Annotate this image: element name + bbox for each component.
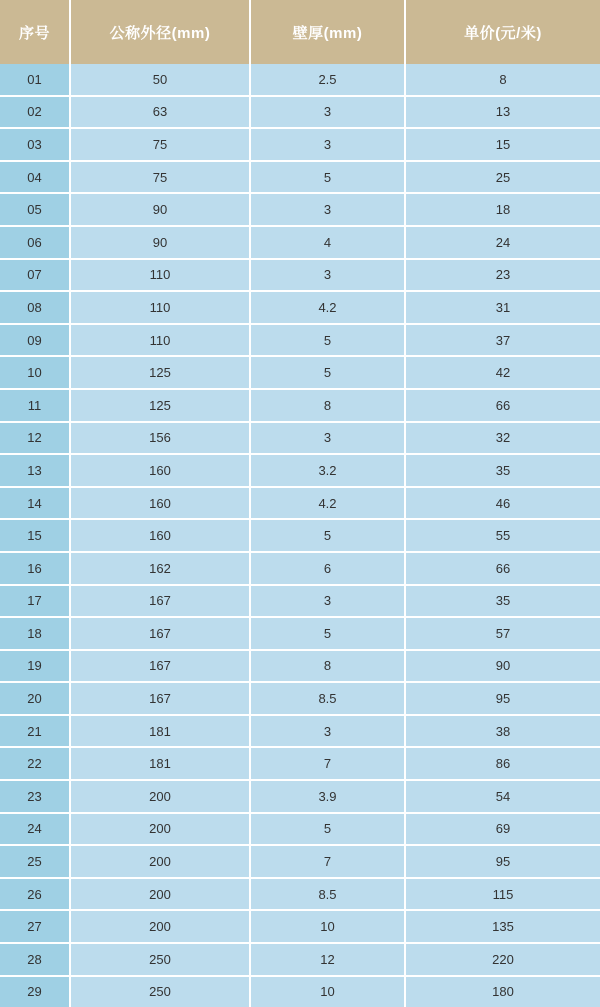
cell-outer-diameter: 110 [70,324,250,357]
cell-unit-price: 95 [405,845,600,878]
cell-outer-diameter: 110 [70,259,250,292]
cell-wall-thickness: 4.2 [250,487,405,520]
cell-outer-diameter: 75 [70,161,250,194]
table-row [0,291,600,324]
cell-unit-price: 95 [405,682,600,715]
table-header [0,0,600,64]
cell-unit-price: 115 [405,878,600,911]
cell-outer-diameter: 160 [70,454,250,487]
cell-index: 16 [0,552,70,585]
cell-wall-thickness: 7 [250,747,405,780]
cell-unit-price: 18 [405,193,600,226]
table-row [0,650,600,683]
table-row [0,356,600,389]
cell-outer-diameter: 110 [70,291,250,324]
cell-unit-price: 69 [405,813,600,846]
cell-index: 20 [0,682,70,715]
table-row [0,519,600,552]
cell-wall-thickness: 3 [250,585,405,618]
cell-outer-diameter: 167 [70,682,250,715]
table-row [0,715,600,748]
cell-wall-thickness: 5 [250,813,405,846]
cell-unit-price: 46 [405,487,600,520]
column-header-wall-thickness: 壁厚(mm) [250,0,405,64]
table-row [0,943,600,976]
cell-outer-diameter: 167 [70,650,250,683]
cell-outer-diameter: 200 [70,878,250,911]
cell-unit-price: 8 [405,64,600,96]
cell-index: 03 [0,128,70,161]
cell-outer-diameter: 200 [70,813,250,846]
cell-index: 11 [0,389,70,422]
cell-wall-thickness: 3 [250,96,405,129]
cell-unit-price: 90 [405,650,600,683]
cell-index: 28 [0,943,70,976]
table-row [0,128,600,161]
column-header-index: 序号 [0,0,70,64]
cell-wall-thickness: 2.5 [250,64,405,96]
cell-outer-diameter: 167 [70,617,250,650]
cell-index: 07 [0,259,70,292]
table-row [0,878,600,911]
table-row [0,64,600,96]
cell-unit-price: 66 [405,389,600,422]
cell-wall-thickness: 3.2 [250,454,405,487]
cell-wall-thickness: 8.5 [250,682,405,715]
header-row [0,0,600,64]
cell-unit-price: 15 [405,128,600,161]
cell-unit-price: 37 [405,324,600,357]
cell-outer-diameter: 125 [70,356,250,389]
cell-wall-thickness: 5 [250,356,405,389]
table-row [0,324,600,357]
cell-outer-diameter: 200 [70,780,250,813]
column-header-outer-diameter: 公称外径(mm) [70,0,250,64]
cell-outer-diameter: 200 [70,910,250,943]
cell-index: 05 [0,193,70,226]
cell-unit-price: 86 [405,747,600,780]
cell-unit-price: 13 [405,96,600,129]
cell-index: 12 [0,422,70,455]
cell-unit-price: 57 [405,617,600,650]
cell-unit-price: 38 [405,715,600,748]
cell-index: 25 [0,845,70,878]
table-row [0,259,600,292]
cell-index: 02 [0,96,70,129]
cell-wall-thickness: 4.2 [250,291,405,324]
cell-index: 19 [0,650,70,683]
cell-outer-diameter: 181 [70,715,250,748]
cell-wall-thickness: 10 [250,910,405,943]
cell-index: 27 [0,910,70,943]
cell-unit-price: 31 [405,291,600,324]
cell-outer-diameter: 156 [70,422,250,455]
cell-wall-thickness: 8.5 [250,878,405,911]
cell-wall-thickness: 3 [250,422,405,455]
cell-wall-thickness: 3 [250,128,405,161]
cell-unit-price: 25 [405,161,600,194]
cell-wall-thickness: 8 [250,650,405,683]
cell-unit-price: 55 [405,519,600,552]
cell-index: 10 [0,356,70,389]
cell-outer-diameter: 90 [70,193,250,226]
cell-unit-price: 35 [405,585,600,618]
table-row [0,161,600,194]
cell-wall-thickness: 8 [250,389,405,422]
table-row [0,845,600,878]
cell-index: 17 [0,585,70,618]
cell-index: 06 [0,226,70,259]
cell-outer-diameter: 162 [70,552,250,585]
cell-outer-diameter: 181 [70,747,250,780]
cell-index: 23 [0,780,70,813]
cell-wall-thickness: 7 [250,845,405,878]
cell-unit-price: 35 [405,454,600,487]
table-row [0,585,600,618]
table-row [0,813,600,846]
table-row [0,487,600,520]
cell-unit-price: 135 [405,910,600,943]
table-row [0,389,600,422]
cell-unit-price: 220 [405,943,600,976]
cell-wall-thickness: 10 [250,976,405,1007]
cell-wall-thickness: 5 [250,617,405,650]
cell-outer-diameter: 250 [70,976,250,1007]
table-row [0,454,600,487]
cell-wall-thickness: 3 [250,715,405,748]
cell-unit-price: 32 [405,422,600,455]
cell-unit-price: 24 [405,226,600,259]
table-row [0,552,600,585]
table-row [0,96,600,129]
table-row [0,780,600,813]
cell-index: 09 [0,324,70,357]
cell-wall-thickness: 5 [250,519,405,552]
cell-index: 29 [0,976,70,1007]
cell-outer-diameter: 250 [70,943,250,976]
column-header-unit-price: 单价(元/米) [405,0,600,64]
cell-wall-thickness: 3 [250,193,405,226]
table-row [0,422,600,455]
table-row [0,910,600,943]
cell-index: 26 [0,878,70,911]
cell-index: 15 [0,519,70,552]
cell-index: 18 [0,617,70,650]
table-row [0,193,600,226]
cell-wall-thickness: 3 [250,259,405,292]
cell-unit-price: 180 [405,976,600,1007]
cell-index: 24 [0,813,70,846]
cell-unit-price: 66 [405,552,600,585]
cell-index: 01 [0,64,70,96]
cell-outer-diameter: 90 [70,226,250,259]
cell-outer-diameter: 200 [70,845,250,878]
cell-outer-diameter: 63 [70,96,250,129]
cell-outer-diameter: 160 [70,487,250,520]
cell-index: 21 [0,715,70,748]
table-row [0,976,600,1007]
cell-wall-thickness: 6 [250,552,405,585]
cell-unit-price: 23 [405,259,600,292]
cell-unit-price: 54 [405,780,600,813]
cell-outer-diameter: 75 [70,128,250,161]
cell-unit-price: 42 [405,356,600,389]
cell-outer-diameter: 50 [70,64,250,96]
cell-wall-thickness: 12 [250,943,405,976]
cell-wall-thickness: 3.9 [250,780,405,813]
cell-index: 14 [0,487,70,520]
cell-outer-diameter: 160 [70,519,250,552]
cell-outer-diameter: 167 [70,585,250,618]
table-row [0,682,600,715]
cell-index: 08 [0,291,70,324]
cell-index: 04 [0,161,70,194]
cell-index: 13 [0,454,70,487]
cell-index: 22 [0,747,70,780]
cell-wall-thickness: 5 [250,161,405,194]
table-row [0,226,600,259]
table-row [0,617,600,650]
cell-wall-thickness: 4 [250,226,405,259]
cell-outer-diameter: 125 [70,389,250,422]
table-body [0,64,600,1007]
table-row [0,747,600,780]
cell-wall-thickness: 5 [250,324,405,357]
